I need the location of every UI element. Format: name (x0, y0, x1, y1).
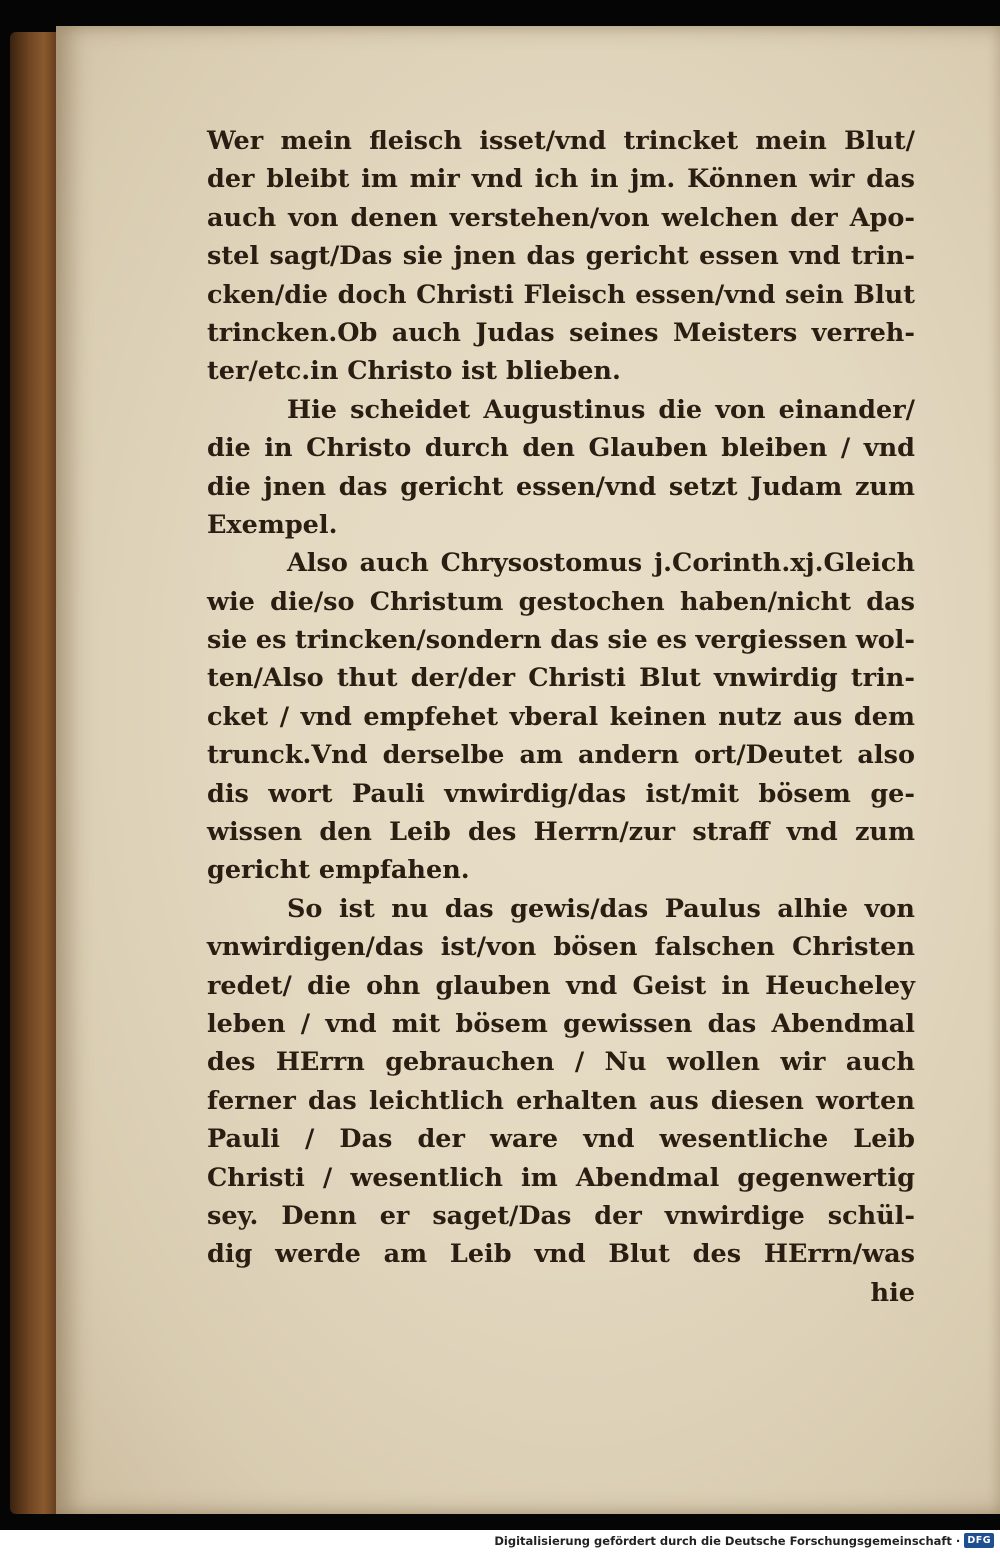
text-line (207, 890, 915, 928)
text-line (207, 967, 915, 1005)
word: dig (207, 1239, 253, 1270)
word: bösen (553, 932, 638, 963)
word: cket (207, 701, 269, 732)
word: vnd (471, 164, 523, 195)
word: auch (359, 548, 429, 579)
word: essen (699, 241, 779, 272)
word: nutz (718, 701, 782, 732)
word: Meisters (672, 317, 798, 348)
word: Fleisch (523, 279, 626, 310)
word: den (319, 817, 372, 848)
word: von (864, 893, 915, 924)
text-line (207, 1159, 915, 1197)
word: ge- (870, 778, 915, 809)
text-line (207, 506, 915, 544)
word: ist/mit (645, 778, 740, 809)
word: ware (490, 1124, 559, 1155)
text-line (207, 1235, 915, 1273)
word: es (255, 625, 287, 656)
word: werde (275, 1239, 361, 1270)
word: alhie (777, 893, 849, 924)
word: saget/Das (432, 1200, 572, 1231)
text-line (207, 698, 915, 736)
word: die (307, 970, 351, 1001)
catchword-line (207, 1274, 915, 1312)
word: / (305, 1124, 315, 1155)
word: Christi (416, 279, 514, 310)
word: trin- (850, 663, 915, 694)
word: wie (207, 586, 255, 617)
word: Herrn/zur (533, 817, 676, 848)
word: / (574, 1047, 585, 1078)
word: glauben (435, 970, 551, 1001)
word: das (526, 241, 576, 272)
word: Judas (475, 317, 555, 348)
word: setzt (668, 471, 738, 502)
word: gewis/das (510, 893, 649, 924)
word: jnen (263, 471, 327, 502)
word: wesentlich (350, 1162, 503, 1193)
word: bleiben (721, 433, 828, 464)
word: keinen (609, 701, 707, 732)
word: vnwirdigen/das (207, 932, 424, 963)
word: / (279, 701, 290, 732)
word: Blut/ (844, 126, 915, 156)
word: trincken/sondern (295, 625, 542, 656)
word: Pauli (351, 778, 425, 809)
word: bleibt (266, 164, 350, 195)
word: vnd (789, 241, 841, 272)
word: leben (207, 1008, 286, 1039)
text-line (207, 659, 915, 697)
word: bösem (758, 778, 851, 809)
word: Blut (853, 279, 915, 310)
word: trincken.Ob (207, 317, 378, 348)
word: Blut (608, 1239, 670, 1270)
catchword: hie (870, 1277, 915, 1308)
text-line (207, 429, 915, 467)
word: der (417, 1124, 465, 1155)
text-line (207, 276, 915, 314)
word: Christen (792, 932, 915, 963)
word: vnd (786, 817, 838, 848)
word: Judam (750, 471, 843, 502)
word: gegenwertig (737, 1162, 915, 1193)
word: / (322, 1162, 333, 1193)
word: den (522, 433, 575, 464)
word: gericht (585, 241, 689, 272)
word: im (361, 164, 398, 195)
word: essen/vnd (635, 279, 776, 310)
word: dem (853, 701, 915, 732)
word: HErrn/was (763, 1239, 915, 1270)
word: trunck.Vnd (207, 740, 368, 771)
word: wort (268, 778, 333, 809)
word: redet/ (207, 970, 292, 1001)
word: mir (409, 164, 460, 195)
word: diesen (710, 1085, 804, 1116)
word: trin- (850, 241, 915, 272)
word: das (308, 1085, 357, 1116)
word: er (379, 1200, 410, 1231)
word: mein (755, 126, 827, 156)
word: das (444, 893, 494, 924)
word: worten (816, 1085, 915, 1116)
word: empfehet (363, 701, 499, 732)
word: die (207, 471, 251, 502)
text-line (207, 352, 915, 390)
word: verreh- (811, 317, 915, 348)
word: Pauli (207, 1124, 280, 1155)
word: aus (792, 701, 843, 732)
word: das (338, 471, 388, 502)
word: Chrysostomus (440, 548, 643, 579)
word: die (658, 394, 703, 425)
word: in (264, 433, 293, 464)
word: wol- (855, 625, 915, 656)
word: ten/Also (207, 663, 324, 694)
word: cken/die (207, 279, 329, 310)
word: trincket (623, 126, 739, 156)
word: vnd (325, 1008, 377, 1039)
word: Denn (281, 1200, 357, 1231)
word: / (840, 433, 851, 464)
text-line (207, 468, 915, 506)
text-line (207, 1005, 915, 1043)
text-line (207, 314, 915, 352)
word: auch (207, 202, 277, 233)
word: von (288, 202, 339, 233)
word: Christum (369, 586, 504, 617)
text-line (207, 237, 915, 275)
word: Können (687, 164, 798, 195)
word: die (207, 433, 251, 464)
word: Geist (632, 970, 707, 1001)
word: seines (569, 317, 659, 348)
text-line-content: gericht empfahen. (207, 855, 470, 886)
word: Augustinus (483, 394, 646, 425)
word: Christo (306, 433, 412, 464)
word: der (207, 164, 255, 195)
word: Abendmal (575, 1162, 720, 1193)
word: in (721, 970, 750, 1001)
word: Leib (389, 817, 451, 848)
word: auch (845, 1047, 915, 1078)
word: wissen (207, 817, 303, 848)
word: am (383, 1239, 428, 1270)
page-text (207, 122, 915, 1312)
word: vnwirdig (713, 663, 838, 694)
text-line (207, 1197, 915, 1235)
word: j.Corinth.xj.Gleich (653, 548, 915, 579)
word: haben/nicht (679, 586, 851, 617)
word: der/der (410, 663, 516, 694)
word: gericht (400, 471, 504, 502)
word: also (857, 740, 915, 771)
word: vnd (583, 1124, 635, 1155)
dfg-logo: DFG (964, 1533, 994, 1548)
word: vnd (300, 701, 352, 732)
word: vnd (534, 1239, 586, 1270)
word: Das (339, 1124, 393, 1155)
word: isset/vnd (479, 126, 607, 156)
word: ort/Deutet (694, 740, 843, 771)
text-line-content: Exempel. (207, 509, 338, 540)
word: doch (337, 279, 407, 310)
word: sagt/Das (269, 241, 393, 272)
text-line (207, 160, 915, 198)
word: erhalten (516, 1085, 638, 1116)
text-line (207, 391, 915, 429)
word: Wer (207, 126, 264, 156)
word: Christi (528, 663, 626, 694)
word: vnd (565, 970, 618, 1001)
word: zum (854, 817, 915, 848)
word: ich (534, 164, 579, 195)
word: des (468, 817, 517, 848)
word: andern (578, 740, 680, 771)
word: im (521, 1162, 558, 1193)
word: jm. (630, 164, 676, 195)
text-line (207, 544, 915, 582)
word: essen/vnd (515, 471, 657, 502)
text-line (207, 122, 915, 160)
text-line (207, 736, 915, 774)
text-line-content: ter/etc.in Christo ist blieben. (207, 356, 621, 387)
word: einander/ (778, 394, 915, 425)
word: wir (780, 1047, 826, 1078)
word: fleisch (369, 126, 463, 156)
word: falschen (654, 932, 775, 963)
word: dis (207, 778, 249, 809)
word: wollen (666, 1047, 760, 1078)
text-line (207, 1043, 915, 1081)
word: vnd (863, 433, 915, 464)
word: die/so (270, 586, 355, 617)
word: Leib (449, 1239, 512, 1270)
word: leichtlich (368, 1085, 504, 1116)
word: gebrauchen (385, 1047, 555, 1078)
word: des (207, 1047, 256, 1078)
word: der (790, 202, 838, 233)
word: am (519, 740, 563, 771)
word: Abendmal (771, 1008, 915, 1039)
word: gestochen (518, 586, 665, 617)
word: Paulus (664, 893, 761, 924)
word: Blut (639, 663, 701, 694)
word: HErrn (275, 1047, 365, 1078)
text-line (207, 1120, 915, 1158)
word: sie (607, 625, 648, 656)
word: scheidet (350, 394, 471, 425)
word: Leib (853, 1124, 915, 1155)
word: vnwirdige (664, 1200, 805, 1231)
word: Also (287, 548, 348, 579)
word: Apo- (849, 202, 915, 233)
word: das (866, 586, 915, 617)
word: bösem (455, 1008, 548, 1039)
word: Nu (604, 1047, 647, 1078)
word: thut (336, 663, 398, 694)
word: jnen (453, 241, 517, 272)
word: Glauben (588, 433, 708, 464)
word: zum (854, 471, 915, 502)
text-line (207, 199, 915, 237)
word: Heucheley (765, 970, 915, 1001)
text-line (207, 621, 915, 659)
word: Christi (207, 1162, 305, 1193)
word: von (715, 394, 766, 425)
word: des (692, 1239, 742, 1270)
word: durch (424, 433, 509, 464)
word: wir (809, 164, 855, 195)
word: das (707, 1008, 757, 1039)
word: sie (207, 625, 248, 656)
word: Hie (287, 394, 338, 425)
word: denen (350, 202, 438, 233)
word: sey. (207, 1200, 259, 1231)
text-line (207, 1082, 915, 1120)
word: vnwirdig/das (444, 778, 627, 809)
word: ferner (207, 1085, 296, 1116)
funding-credit (494, 1533, 994, 1548)
word: mein (280, 126, 352, 156)
funding-credit-text: Digitalisierung gefördert durch die Deutsche Forschungsgemeinschaft · (494, 1533, 961, 1548)
word: sie (402, 241, 444, 272)
word: wesentliche (659, 1124, 829, 1155)
footer-bar (0, 1530, 1000, 1554)
word: So (287, 893, 323, 924)
word: schül- (827, 1200, 915, 1231)
word: mit (391, 1008, 441, 1039)
word: stel (207, 241, 260, 272)
word: das (550, 625, 599, 656)
word: vberal (509, 701, 599, 732)
text-line (207, 775, 915, 813)
word: vergiessen (695, 625, 848, 656)
word: ist/von (440, 932, 537, 963)
text-line (207, 583, 915, 621)
word: welchen (661, 202, 779, 233)
word: der (594, 1200, 642, 1231)
word: es (656, 625, 687, 656)
word: derselbe (382, 740, 505, 771)
word: nu (391, 893, 429, 924)
word: ohn (366, 970, 421, 1001)
word: verstehen/von (449, 202, 650, 233)
text-line (207, 813, 915, 851)
text-line (207, 928, 915, 966)
text-line (207, 851, 915, 889)
word: straff (692, 817, 770, 848)
word: sein (785, 279, 844, 310)
word: aus (649, 1085, 699, 1116)
word: in (590, 164, 619, 195)
word: auch (391, 317, 461, 348)
word: ist (338, 893, 375, 924)
word: das (866, 164, 915, 195)
word: / (300, 1008, 311, 1039)
word: gewissen (563, 1008, 693, 1039)
